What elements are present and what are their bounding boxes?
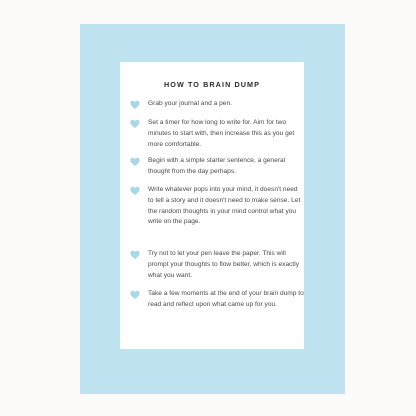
heart-icon — [130, 100, 140, 110]
heart-icon — [130, 157, 140, 167]
heart-icon — [130, 119, 140, 129]
heart-icon — [130, 290, 140, 300]
heart-icon — [130, 250, 140, 260]
list-item-text: Take a few moments at the end of your brain dump to read and reflect upon what came up for you. — [148, 290, 304, 308]
instruction-card — [120, 62, 304, 349]
list-item-text: Begin with a simple starter sentence, a general thought from the day perhaps. — [148, 157, 286, 175]
list-item-text: Try not to let your pen leave the paper. This will prompt your thoughts to flow better, which is exactly what you want. — [148, 250, 299, 279]
card-title: HOW TO BRAIN DUMP — [163, 80, 261, 89]
list-item-text: Set a timer for how long to write for. Aim for two minutes to start with, then increase this as you get more comfortable. — [148, 119, 295, 148]
list-item-text: Grab your journal and a pen. — [148, 100, 232, 107]
heart-icon — [130, 186, 140, 196]
list-item-text: Write whatever pops into your mind, it doesn't need to tell a story and it doesn't need to make sense. Let the random thoughts in your mind control what you write on the page. — [148, 186, 301, 226]
